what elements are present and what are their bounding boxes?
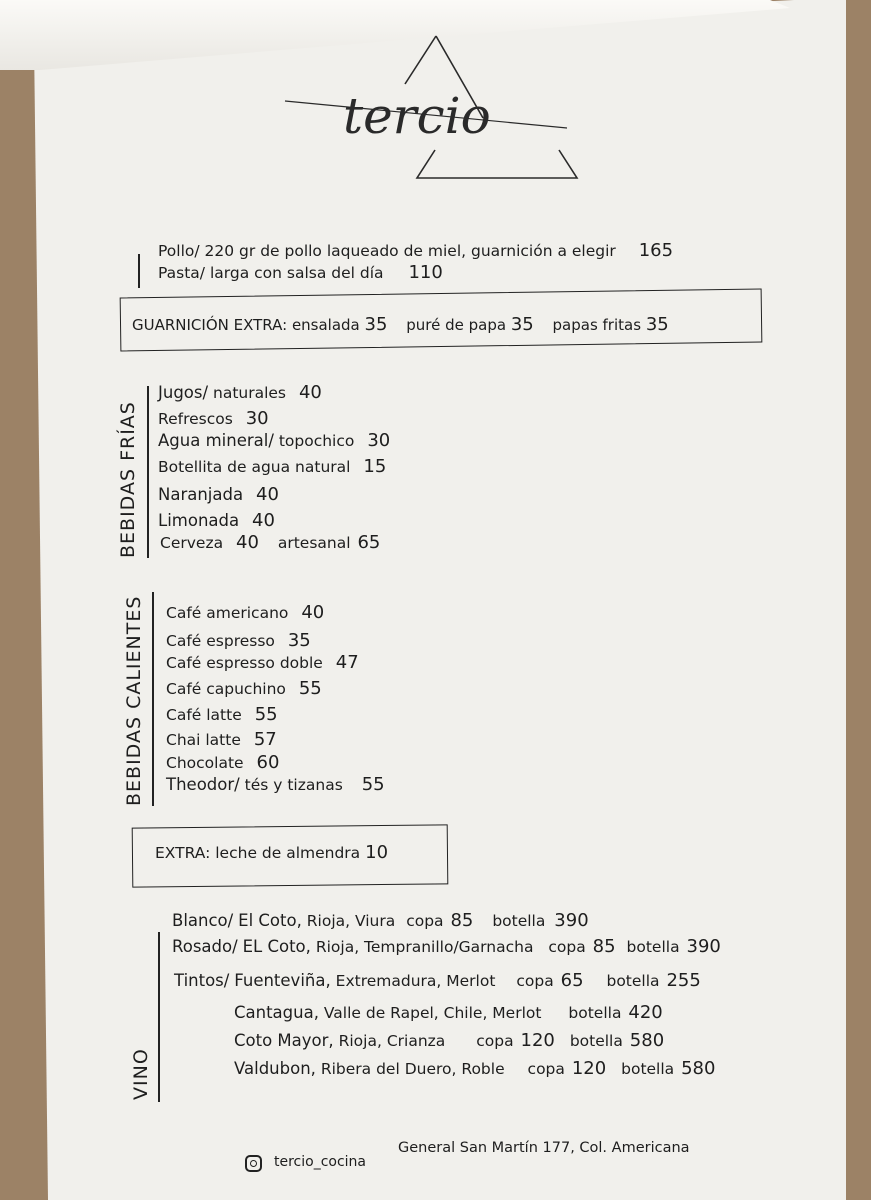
guarnicion-item: ensalada <box>291 316 360 334</box>
list-item: Café capuchino 55 <box>166 678 322 699</box>
main-desc: 220 gr de pollo laqueado de miel, guarnición a elegir <box>204 242 616 260</box>
mains-bar <box>138 254 140 288</box>
guarnicion-row <box>132 314 669 335</box>
list-item: Botellita de agua natural 15 <box>158 456 387 477</box>
main-name: Pasta/ <box>158 264 206 282</box>
footer-handle: tercio_cocina <box>274 1154 367 1170</box>
guarnicion-price: 35 <box>645 314 669 335</box>
logo-text: tercio <box>343 87 491 145</box>
bebidas-frias-bar <box>147 386 149 558</box>
list-item: Café espresso doble 47 <box>166 652 359 673</box>
extra-label: EXTRA: <box>155 844 211 862</box>
main-price: 110 <box>408 262 443 283</box>
guarnicion-price: 35 <box>510 314 534 335</box>
list-item: Tintos/ Fuenteviña, Extremadura, Merlot copa 65 botella 255 <box>174 970 701 991</box>
guarnicion-price: 35 <box>364 314 388 335</box>
list-item: Blanco/ El Coto, Rioja, Viura copa 85 botella 390 <box>172 910 589 931</box>
list-item: Café latte 55 <box>166 704 278 725</box>
list-item: Theodor/ tés y tizanas 55 <box>166 774 385 795</box>
list-item: Jugos/ naturales 40 <box>158 382 322 403</box>
list-item: Coto Mayor, Rioja, Crianza copa 120 botella 580 <box>234 1030 665 1051</box>
main-item-pollo <box>158 240 673 261</box>
bebidas-frias-title: BEBIDAS FRÍAS <box>117 401 139 558</box>
main-desc: larga con salsa del día <box>209 264 384 282</box>
footer-address: General San Martín 177, Col. Americana <box>398 1140 690 1156</box>
main-name: Pollo/ <box>158 242 200 260</box>
list-item: Limonada 40 <box>158 510 275 531</box>
list-item: Cerveza 40 artesanal 65 <box>160 532 381 553</box>
list-item: Chocolate 60 <box>166 752 280 773</box>
list-item: Rosado/ EL Coto, Rioja, Tempranillo/Garnacha copa 85 botella 390 <box>172 936 721 957</box>
list-item: Agua mineral/ topochico 30 <box>158 430 391 451</box>
guarnicion-item: puré de papa <box>406 316 507 334</box>
list-item: Café espresso 35 <box>166 630 311 651</box>
main-item-pasta <box>158 262 443 283</box>
main-price: 165 <box>638 240 674 261</box>
extra-row <box>155 842 388 863</box>
extra-price: 10 <box>365 842 389 863</box>
list-item: Refrescos 30 <box>158 408 269 429</box>
guarnicion-label: GUARNICIÓN EXTRA: <box>132 316 288 334</box>
guarnicion-item: papas fritas <box>552 316 642 334</box>
list-item: Café americano 40 <box>166 602 325 623</box>
instagram-icon <box>245 1155 262 1172</box>
bebidas-calientes-title: BEBIDAS CALIENTES <box>123 595 145 806</box>
list-item: Chai latte 57 <box>166 729 277 750</box>
list-item: Naranjada 40 <box>158 484 279 505</box>
list-item: Valdubon, Ribera del Duero, Roble copa 120 botella 580 <box>234 1058 716 1079</box>
vino-title: VINO <box>130 1048 152 1100</box>
bebidas-calientes-bar <box>152 592 154 806</box>
tercio-logo <box>275 28 585 188</box>
extra-desc: leche de almendra <box>215 844 361 862</box>
list-item: Cantagua, Valle de Rapel, Chile, Merlot botella 420 <box>234 1002 663 1023</box>
vino-bar <box>158 932 160 1102</box>
